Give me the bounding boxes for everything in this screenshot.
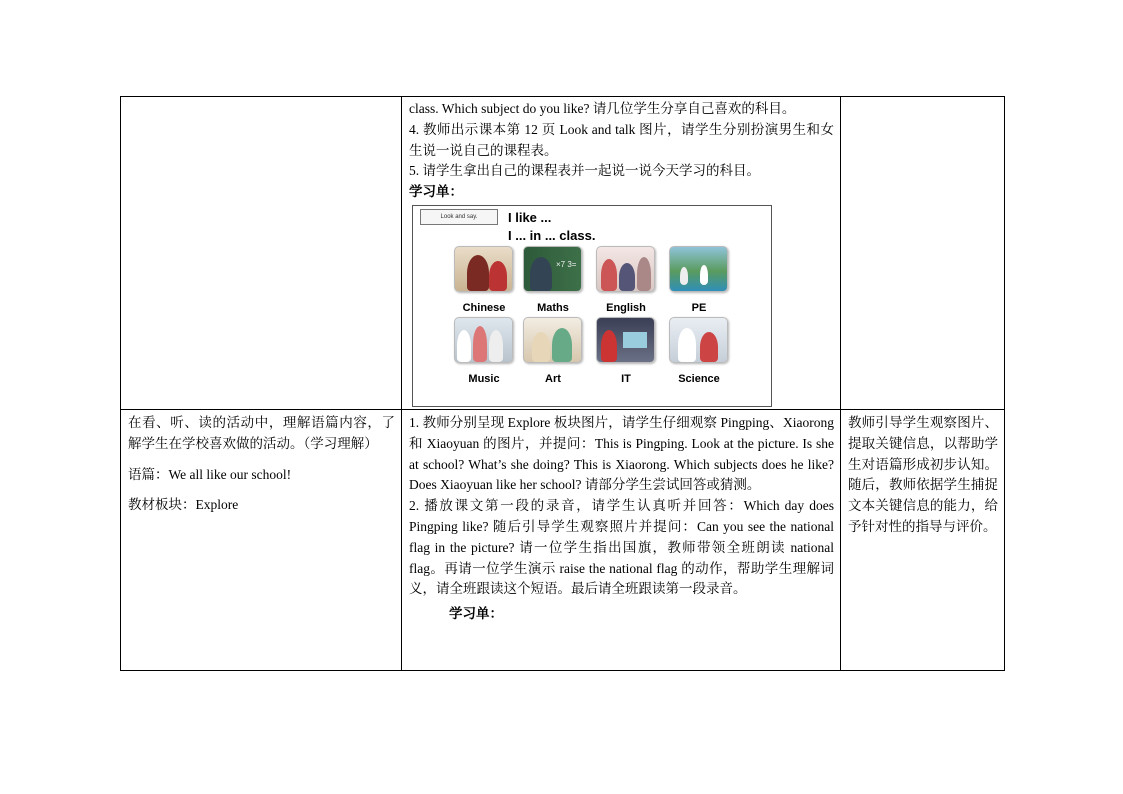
table-row xyxy=(121,409,1005,670)
subject-label: Science xyxy=(678,372,720,385)
evaluation-text: 教师引导学生观察图片、提取关键信息，以帮助学生对语篇形成初步认知。随后，教师依据学生捕捉文本关键信息的能力，给予针对性的指导与评价。 xyxy=(848,414,998,534)
activity-cell xyxy=(402,409,841,670)
activity-line: 5. 请学生拿出自己的课程表并一起说一说今天学习的科目。 xyxy=(409,163,760,179)
subject-card-science xyxy=(669,317,729,390)
subject-card-english xyxy=(596,246,656,319)
subject-label: Art xyxy=(545,372,561,385)
evaluation-cell xyxy=(841,409,1005,670)
goal-cell xyxy=(121,409,402,670)
subject-photo xyxy=(454,317,513,363)
subject-card-it xyxy=(596,317,656,390)
subject-label: Maths xyxy=(537,301,569,314)
worksheet-label: 学习单： xyxy=(449,606,503,622)
activity-line: 1. 教师分别呈现 Explore 板块图片，请学生仔细观察 Pingping、Xiaorong 和 Xiaoyuan 的图片，并提问：This is Pingping. Look at the picture. Is she at school? What’s she doing? This is Xiaorong. Which subjects does he like? Does Xiaoyuan like her school? 请部分学生尝试回答或猜测。 xyxy=(409,414,834,493)
evaluation-cell xyxy=(841,97,1005,410)
worksheet-label: 学习单： xyxy=(409,184,463,200)
subject-photo: ×7 3= xyxy=(523,246,582,292)
subject-card-art xyxy=(523,317,583,390)
subject-card-chinese xyxy=(454,246,514,319)
sentence-pattern: I like ... xyxy=(508,209,552,225)
table-row xyxy=(121,97,1005,410)
subject-card-music xyxy=(454,317,514,390)
subject-label: Chinese xyxy=(462,301,506,314)
look-and-say-button: Look and say. xyxy=(420,209,498,225)
subject-photo xyxy=(669,317,728,363)
subject-card-maths xyxy=(523,246,583,319)
subject-photo xyxy=(523,317,582,363)
subject-card-pe xyxy=(669,246,729,319)
learning-goal: 在看、听、读的活动中，理解语篇内容，了解学生在学校喜欢做的活动。（学习理解） xyxy=(128,414,395,451)
textbook-section: 教材板块：Explore xyxy=(128,497,239,513)
activity-line: class. Which subject do you like? 请几位学生分享自己喜欢的科目。 xyxy=(409,101,796,116)
worksheet-image xyxy=(412,205,772,407)
goal-cell xyxy=(121,97,402,410)
activity-line: 4. 教师出示课本第 12 页 Look and talk 图片，请学生分别扮演男生和女生说一说自己的课程表。 xyxy=(409,121,834,158)
lesson-plan-table xyxy=(120,96,1005,671)
activity-cell xyxy=(402,97,841,410)
text-title: 语篇：We all like our school! xyxy=(128,466,292,482)
subject-photo xyxy=(596,317,655,363)
sentence-pattern: I ... in ... class. xyxy=(508,227,596,243)
subject-photo xyxy=(669,246,728,292)
subject-label: PE xyxy=(691,301,707,314)
activity-line: 2. 播放课文第一段的录音，请学生认真听并回答：Which day does Pingping like? 随后引导学生观察照片并提问：Can you see the national flag in the picture? 请一位学生指出国旗，教师带领全班朗读 national flag。再请一位学生演示 raise the national flag 的动作，帮助学生理解词义，请全班跟读这个短语。最后请全班跟读第一段录音。 xyxy=(409,498,834,597)
subject-label: Music xyxy=(468,372,500,385)
subject-photo xyxy=(454,246,513,292)
subject-photo xyxy=(596,246,655,292)
subject-label: IT xyxy=(621,372,631,385)
subject-label: English xyxy=(606,301,646,314)
